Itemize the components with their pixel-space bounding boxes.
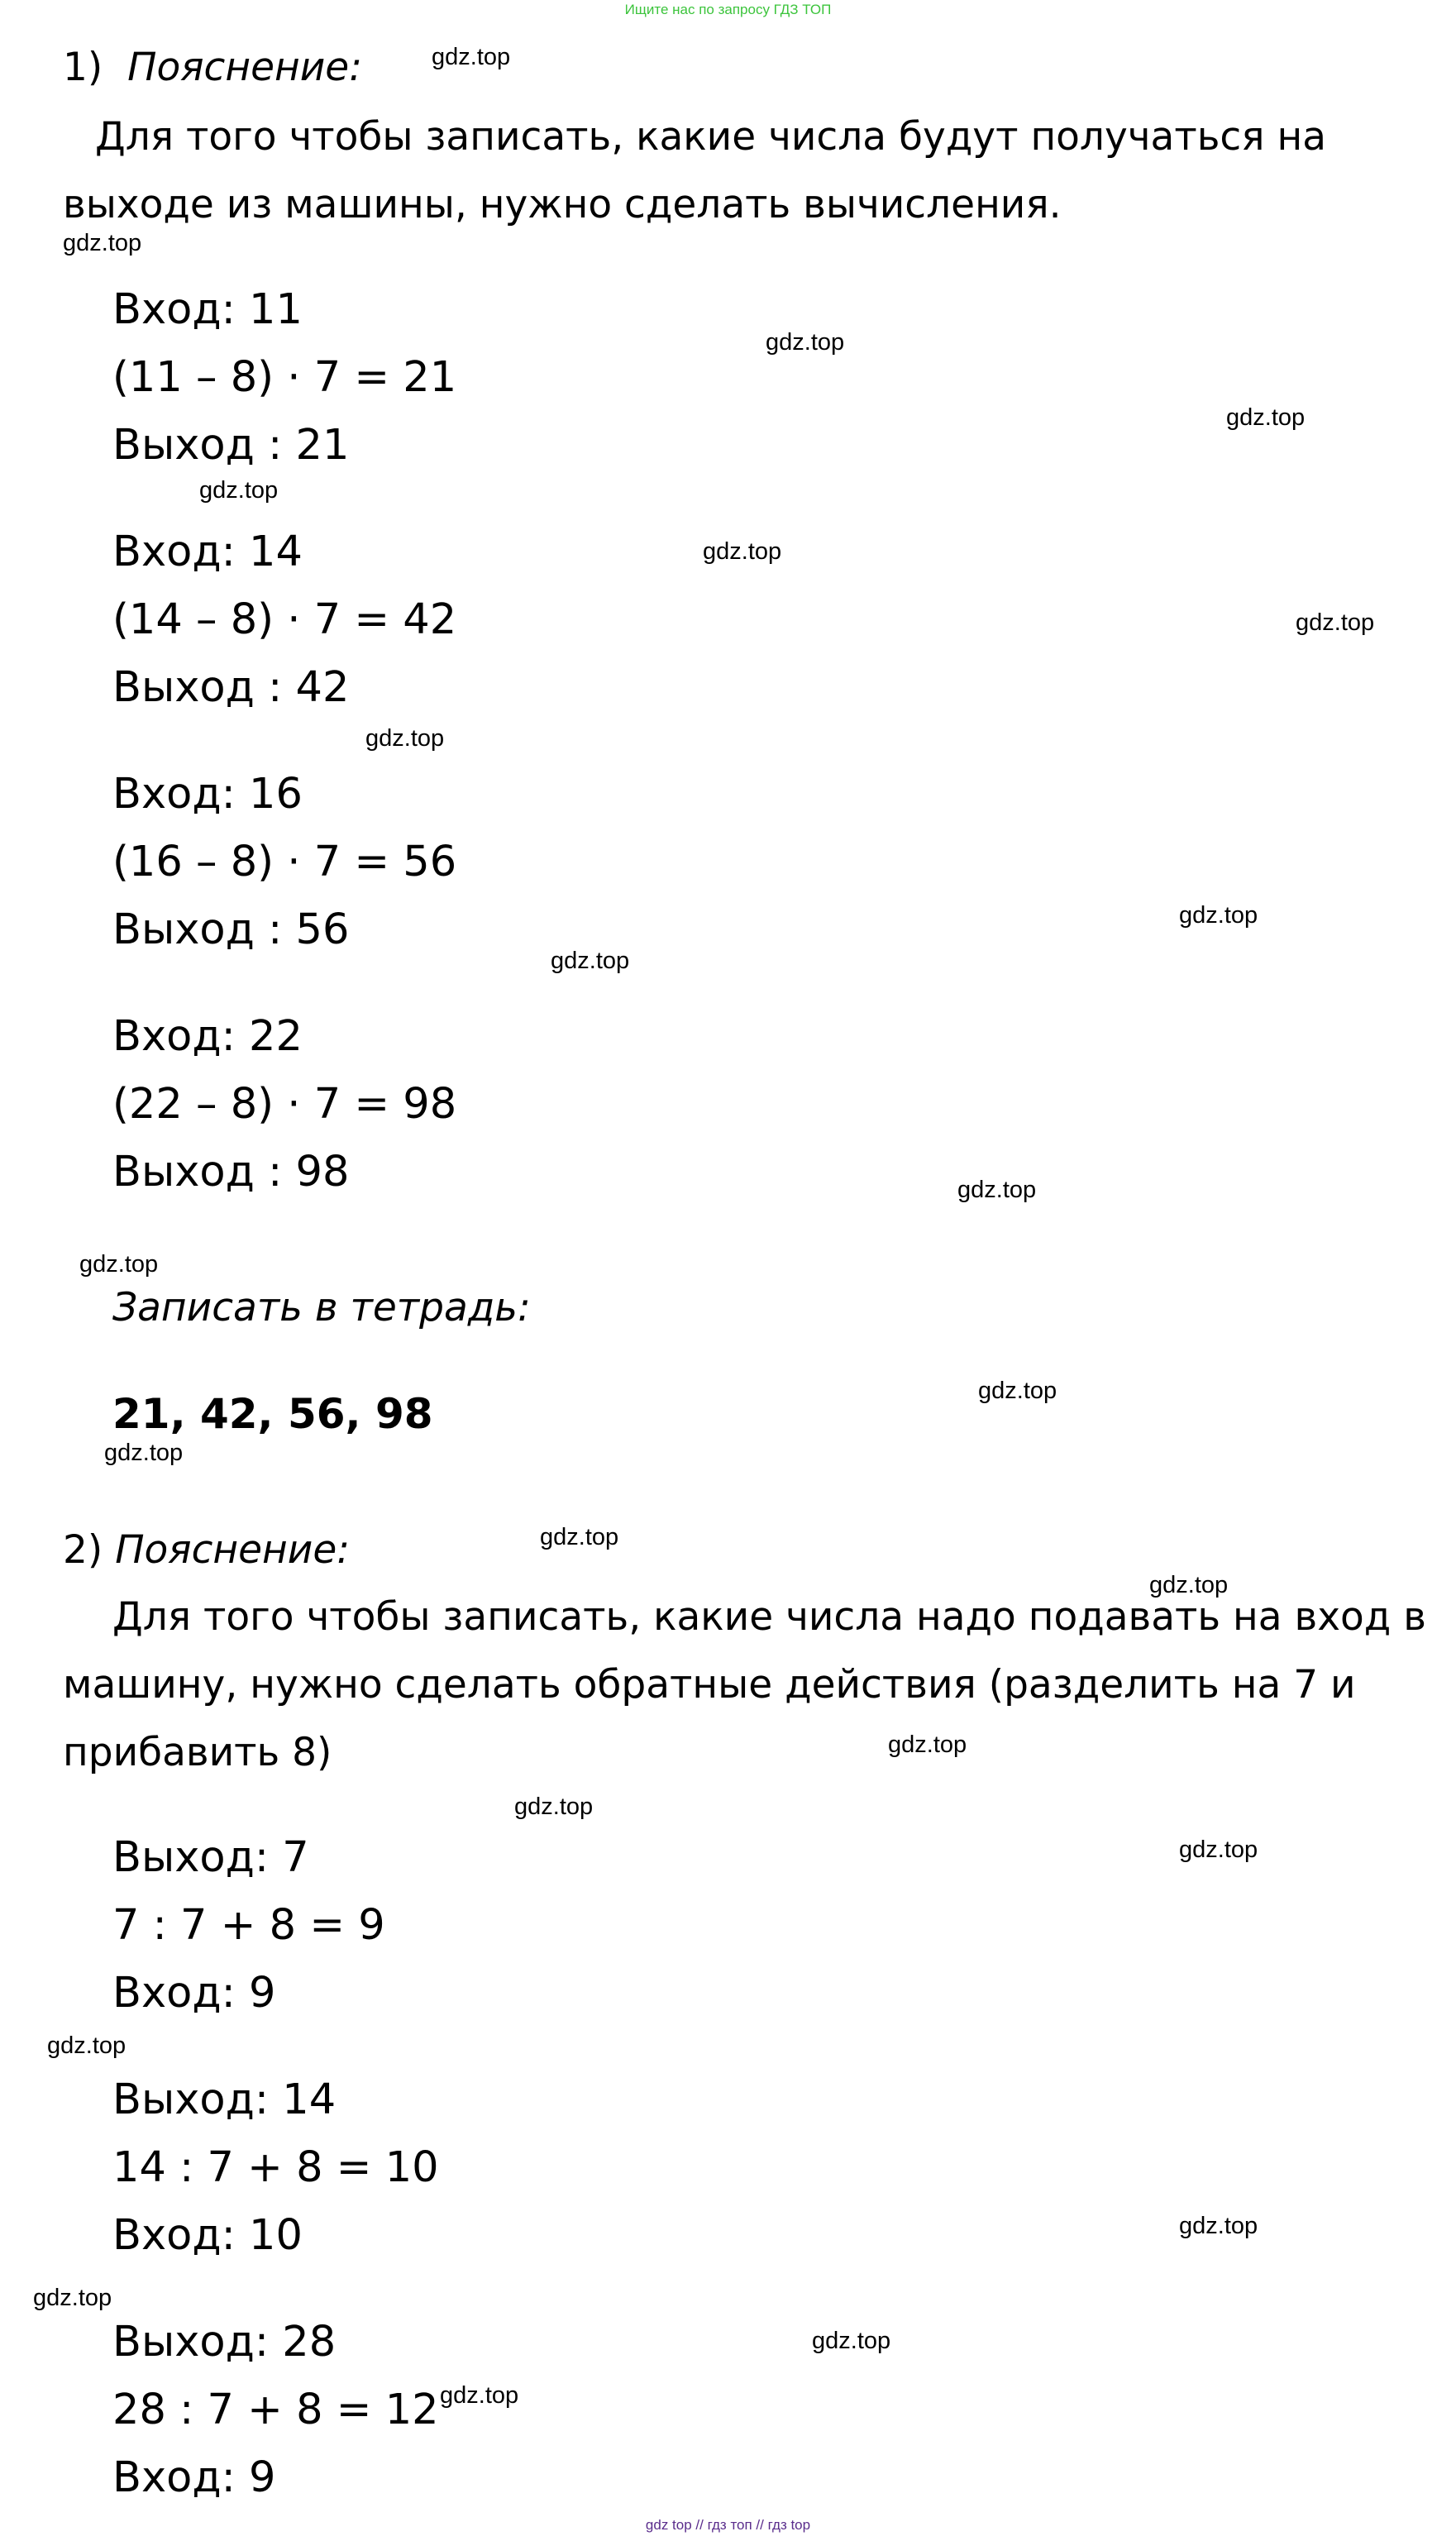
part2-calc-1: 7 : 7 + 8 = 9	[112, 1901, 385, 1950]
part2-input-1: Вход: 9	[112, 1969, 276, 2018]
part1-input-4: Вход: 22	[112, 1012, 303, 1061]
part1-calc-3: (16 – 8) · 7 = 56	[112, 838, 457, 886]
watermark: gdz.top	[957, 1177, 1037, 1203]
part1-paragraph-line1: Для того чтобы записать, какие числа будут получаться на	[95, 114, 1327, 160]
part2-output-2: Выход: 14	[112, 2075, 337, 2124]
watermark: gdz.top	[104, 1440, 184, 1466]
watermark: gdz.top	[888, 1731, 967, 1758]
part1-calc-4: (22 – 8) · 7 = 98	[112, 1080, 457, 1129]
part1-calc-1: (11 – 8) · 7 = 21	[112, 353, 457, 402]
top-banner: Ищите нас по запросу ГДЗ ТОП	[624, 2, 832, 17]
watermark: gdz.top	[551, 948, 630, 974]
watermark: gdz.top	[978, 1378, 1057, 1404]
watermark: gdz.top	[79, 1251, 159, 1278]
part1-calc-2: (14 – 8) · 7 = 42	[112, 595, 457, 644]
watermark: gdz.top	[199, 477, 279, 504]
notebook-label: Записать в тетрадь:	[112, 1285, 531, 1330]
part1-label: Пояснение:	[127, 45, 363, 90]
watermark: gdz.top	[1179, 902, 1258, 929]
part2-paragraph-line1: Для того чтобы записать, какие числа надо подавать на вход в	[112, 1594, 1426, 1640]
part1-input-3: Вход: 16	[112, 770, 303, 819]
watermark: gdz.top	[1296, 609, 1375, 636]
part1-output-2: Выход : 42	[112, 663, 350, 712]
part2-label: Пояснение:	[115, 1527, 351, 1573]
watermark: gdz.top	[703, 538, 782, 565]
part1-output-4: Выход : 98	[112, 1148, 350, 1196]
part2-paragraph-line2: машину, нужно сделать обратные действия (разделить на 7 и	[63, 1662, 1356, 1708]
part2-input-2: Вход: 10	[112, 2211, 303, 2260]
part2-paragraph-line3: прибавить 8)	[63, 1730, 332, 1775]
watermark: gdz.top	[33, 2285, 112, 2311]
part1-paragraph-line2: выходе из машины, нужно сделать вычисления.	[63, 182, 1062, 227]
watermark: gdz.top	[540, 1524, 619, 1550]
watermark: gdz.top	[1179, 2213, 1258, 2239]
watermark: gdz.top	[766, 329, 845, 356]
answer-values: 21, 42, 56, 98	[112, 1390, 433, 1438]
part1-number: 1)	[63, 45, 103, 90]
part2-calc-3: 28 : 7 + 8 = 12	[112, 2386, 439, 2434]
bottom-banner: gdz top // гдз топ // гдз top	[645, 2517, 811, 2533]
part1-output-1: Выход : 21	[112, 421, 350, 470]
watermark: gdz.top	[1226, 404, 1306, 431]
part2-input-3: Вход: 9	[112, 2453, 276, 2502]
watermark: gdz.top	[812, 2328, 891, 2354]
part1-output-3: Выход : 56	[112, 905, 350, 954]
part1-input-2: Вход: 14	[112, 528, 303, 576]
part2-output-3: Выход: 28	[112, 2318, 337, 2367]
watermark: gdz.top	[63, 230, 142, 256]
part2-output-1: Выход: 7	[112, 1833, 309, 1882]
watermark: gdz.top	[514, 1794, 594, 1820]
watermark: gdz.top	[440, 2382, 519, 2409]
watermark: gdz.top	[1179, 1836, 1258, 1863]
part2-heading	[63, 1526, 350, 1575]
part1-heading	[63, 43, 362, 93]
watermark: gdz.top	[365, 725, 445, 752]
part1-input-1: Вход: 11	[112, 285, 303, 334]
part2-number: 2)	[63, 1527, 103, 1573]
watermark: gdz.top	[1149, 1572, 1229, 1598]
part2-calc-2: 14 : 7 + 8 = 10	[112, 2143, 439, 2192]
watermark: gdz.top	[432, 44, 511, 70]
watermark: gdz.top	[47, 2032, 127, 2059]
